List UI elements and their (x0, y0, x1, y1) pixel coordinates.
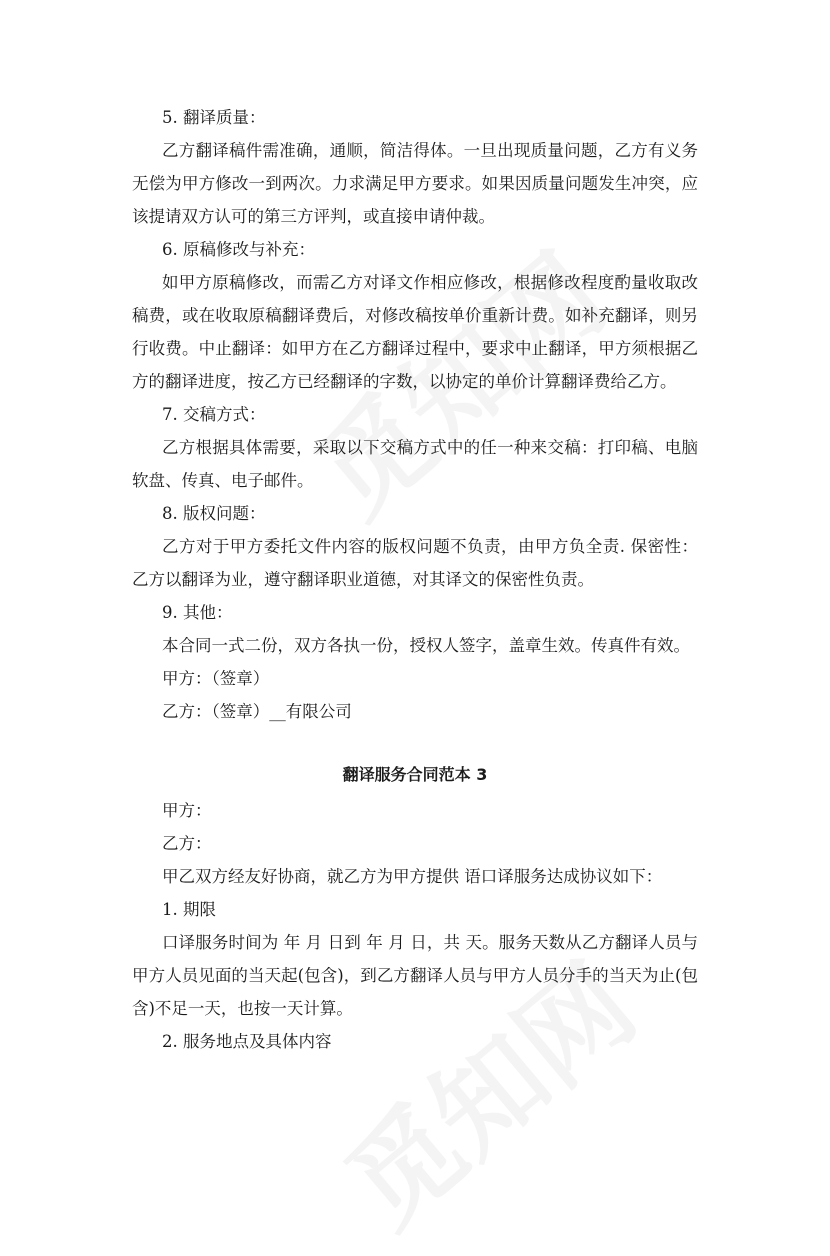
contract-intro: 甲乙双方经友好协商，就乙方为甲方提供 语口译服务达成协议如下： (162, 867, 663, 886)
contract-party-b: 乙方： (162, 834, 212, 853)
contract-title: 翻译服务合同范本 3 (342, 765, 488, 784)
contract-party-a: 甲方： (162, 801, 212, 820)
signature-party-a: 甲方：（签章） (162, 669, 270, 688)
section-body-copyright: 乙方对于甲方委托文件内容的版权问题不负责，由甲方负全责. 保密性：乙方以翻译为业，遵守翻译职业道德，对其译文的保密性负责。 (132, 537, 698, 589)
section-heading-location: 2. 服务地点及具体内容 (162, 1032, 332, 1051)
section-body-other: 本合同一式二份，双方各执一份，授权人签字，盖章生效。传真件有效。 (162, 636, 690, 655)
section-heading-copyright: 8. 版权问题： (162, 504, 266, 523)
section-body-delivery: 乙方根据具体需要，采取以下交稿方式中的任一种来交稿：打印稿、电脑软盘、传真、电子邮件。 (132, 438, 698, 490)
section-heading-quality: 5. 翻译质量： (162, 108, 266, 127)
document-page (132, 101, 698, 1058)
section-heading-delivery: 7. 交稿方式： (162, 405, 266, 424)
section-heading-term: 1. 期限 (162, 900, 216, 919)
section-body-revision: 如甲方原稿修改，而需乙方对译文作相应修改，根据修改程度酌量收取改稿费，或在收取原稿翻译费后，对修改稿按单价重新计费。如补充翻译，则另行收费。中止翻译：如甲方在乙方翻译过程中，要求中止翻译，甲方须根据乙方的翻译进度，按乙方已经翻译的字数，以协定的单价计算翻译费给乙方。 (132, 273, 698, 391)
signature-party-b: 乙方：（签章）__有限公司 (162, 702, 352, 721)
section-body-quality: 乙方翻译稿件需准确，通顺，简洁得体。一旦出现质量问题，乙方有义务无偿为甲方修改一到两次。力求满足甲方要求。如果因质量问题发生冲突，应该提请双方认可的第三方评判，或直接申请仲裁。 (132, 141, 698, 226)
section-heading-revision: 6. 原稿修改与补充： (162, 240, 315, 259)
section-heading-other: 9. 其他： (162, 603, 233, 622)
section-body-term: 口译服务时间为 年 月 日到 年 月 日，共 天。服务天数从乙方翻译人员与甲方人员见面的当天起(包含)，到乙方翻译人员与甲方人员分手的当天为止(包含)不足一天，也按一天计算。 (132, 933, 698, 1018)
